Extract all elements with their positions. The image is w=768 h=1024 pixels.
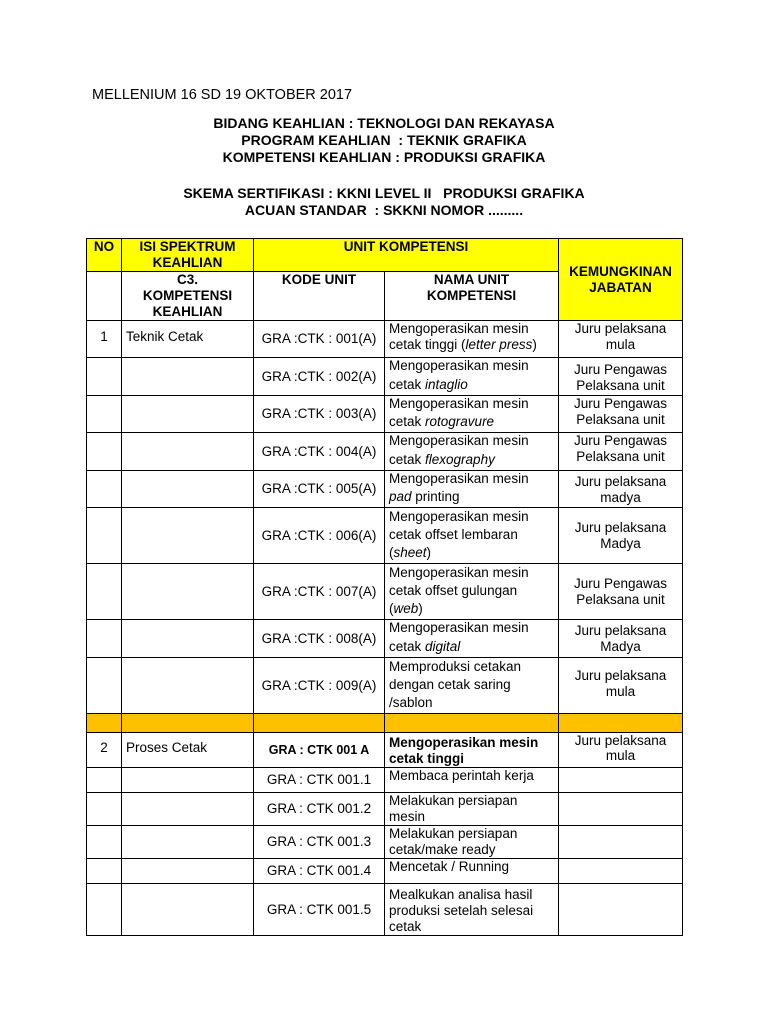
- row-nama: Mengoperasikan mesin cetak offset lembaran (sheet): [385, 508, 559, 564]
- competency-table: [86, 238, 683, 936]
- row-jabatan: Juru Pengawas Pelaksana unit: [559, 396, 683, 433]
- row-jabatan: Juru Pengawas Pelaksana unit: [559, 358, 683, 396]
- table-row: [87, 396, 683, 433]
- row-nama: Memproduksi cetakan dengan cetak saring /sablon: [385, 658, 559, 714]
- row-nama: Mengoperasikan mesin cetak flexography: [385, 433, 559, 471]
- table-row: [87, 564, 683, 620]
- row-nama: Mencetak / Running: [385, 859, 559, 884]
- date-line: MELLENIUM 16 SD 19 OKTOBER 2017: [92, 87, 353, 103]
- section-separator-row: [87, 714, 683, 733]
- row-jabatan: Juru pelaksana Madya: [559, 620, 683, 658]
- row-jabatan: Juru pelaksana Madya: [559, 508, 683, 564]
- row-kode: GRA :CTK : 003(A): [254, 396, 385, 433]
- subheader-no: [87, 272, 122, 321]
- table-row: [87, 433, 683, 471]
- row-jabatan: Juru pelaksana mula: [559, 733, 683, 768]
- row-jabatan: Juru Pengawas Pelaksana unit: [559, 433, 683, 471]
- heading-bidang: BIDANG KEAHLIAN : TEKNOLOGI DAN REKAYASA: [213, 115, 555, 131]
- row-kode: GRA :CTK : 009(A): [254, 658, 385, 714]
- table-row: [87, 733, 683, 768]
- row-jabatan: Juru pelaksana mula: [559, 658, 683, 714]
- row-kode: GRA : CTK 001 A: [254, 733, 385, 768]
- row-nama: Membaca perintah kerja: [385, 768, 559, 793]
- row-kode: GRA :CTK : 004(A): [254, 433, 385, 471]
- header-unit: UNIT KOMPETENSI: [254, 239, 559, 272]
- subheader-kode: KODE UNIT: [254, 272, 385, 321]
- table-row: [87, 826, 683, 859]
- table-row: [87, 620, 683, 658]
- heading-skema: SKEMA SERTIFIKASI : KKNI LEVEL II PRODUKSI GRAFIKA: [183, 185, 585, 201]
- row-nama: Melakukan persiapan cetak/make ready: [385, 826, 559, 859]
- header-no: NO: [87, 239, 122, 272]
- row-nama: Mealkukan analisa hasil produksi setelah selesai cetak: [385, 884, 559, 936]
- row-nama: Mengoperasikan mesin cetak intaglio: [385, 358, 559, 396]
- subheader-nama: NAMA UNIT KOMPETENSI: [385, 272, 559, 321]
- heading-kompetensi: KOMPETENSI KEAHLIAN : PRODUKSI GRAFIKA: [222, 149, 546, 165]
- row-jabatan: Juru pelaksana madya: [559, 471, 683, 508]
- header-isi: ISI SPEKTRUM KEAHLIAN: [122, 239, 254, 272]
- table-row: [87, 358, 683, 396]
- row-nama: Mengoperasikan mesin cetak digital: [385, 620, 559, 658]
- subheader-c3: C3. KOMPETENSI KEAHLIAN: [122, 272, 254, 321]
- row-nama: Mengoperasikan mesin pad printing: [385, 471, 559, 508]
- row-kode: GRA : CTK 001.4: [254, 859, 385, 884]
- row-isi: Proses Cetak: [122, 733, 254, 768]
- row-kode: GRA :CTK : 007(A): [254, 564, 385, 620]
- row-jabatan: Juru pelaksana mula: [559, 321, 683, 358]
- row-isi: Teknik Cetak: [122, 321, 254, 358]
- table-row: [87, 768, 683, 793]
- table-row: [87, 508, 683, 564]
- row-no: 1: [87, 321, 122, 358]
- table-row: [87, 859, 683, 884]
- row-no: 2: [87, 733, 122, 768]
- row-kode: GRA : CTK 001.1: [254, 768, 385, 793]
- table-row: [87, 658, 683, 714]
- row-jabatan: Juru Pengawas Pelaksana unit: [559, 564, 683, 620]
- row-nama: Mengoperasikan mesin cetak tinggi: [385, 733, 559, 768]
- row-nama: Mengoperasikan mesin cetak offset gulungan (web): [385, 564, 559, 620]
- row-kode: GRA :CTK : 008(A): [254, 620, 385, 658]
- row-kode: GRA : CTK 001.2: [254, 793, 385, 826]
- document-headings: [0, 115, 768, 219]
- row-kode: GRA :CTK : 002(A): [254, 358, 385, 396]
- row-nama: Mengoperasikan mesin cetak rotogravure: [385, 396, 559, 433]
- row-kode: GRA :CTK : 005(A): [254, 471, 385, 508]
- row-kode: GRA :CTK : 006(A): [254, 508, 385, 564]
- table-header-row: [87, 239, 683, 272]
- table-row: [87, 321, 683, 358]
- row-nama: Melakukan persiapan mesin: [385, 793, 559, 826]
- heading-acuan: ACUAN STANDAR : SKKNI NOMOR .........: [244, 202, 524, 218]
- heading-program: PROGRAM KEAHLIAN : TEKNIK GRAFIKA: [241, 132, 527, 148]
- row-kode: GRA : CTK 001.5: [254, 884, 385, 936]
- table-row: [87, 884, 683, 936]
- header-jabatan: KEMUNGKINAN JABATAN: [559, 239, 683, 321]
- row-nama: Mengoperasikan mesin cetak tinggi (letter press): [385, 321, 559, 358]
- table-row: [87, 793, 683, 826]
- row-kode: GRA : CTK 001.3: [254, 826, 385, 859]
- table-row: [87, 471, 683, 508]
- row-kode: GRA :CTK : 001(A): [254, 321, 385, 358]
